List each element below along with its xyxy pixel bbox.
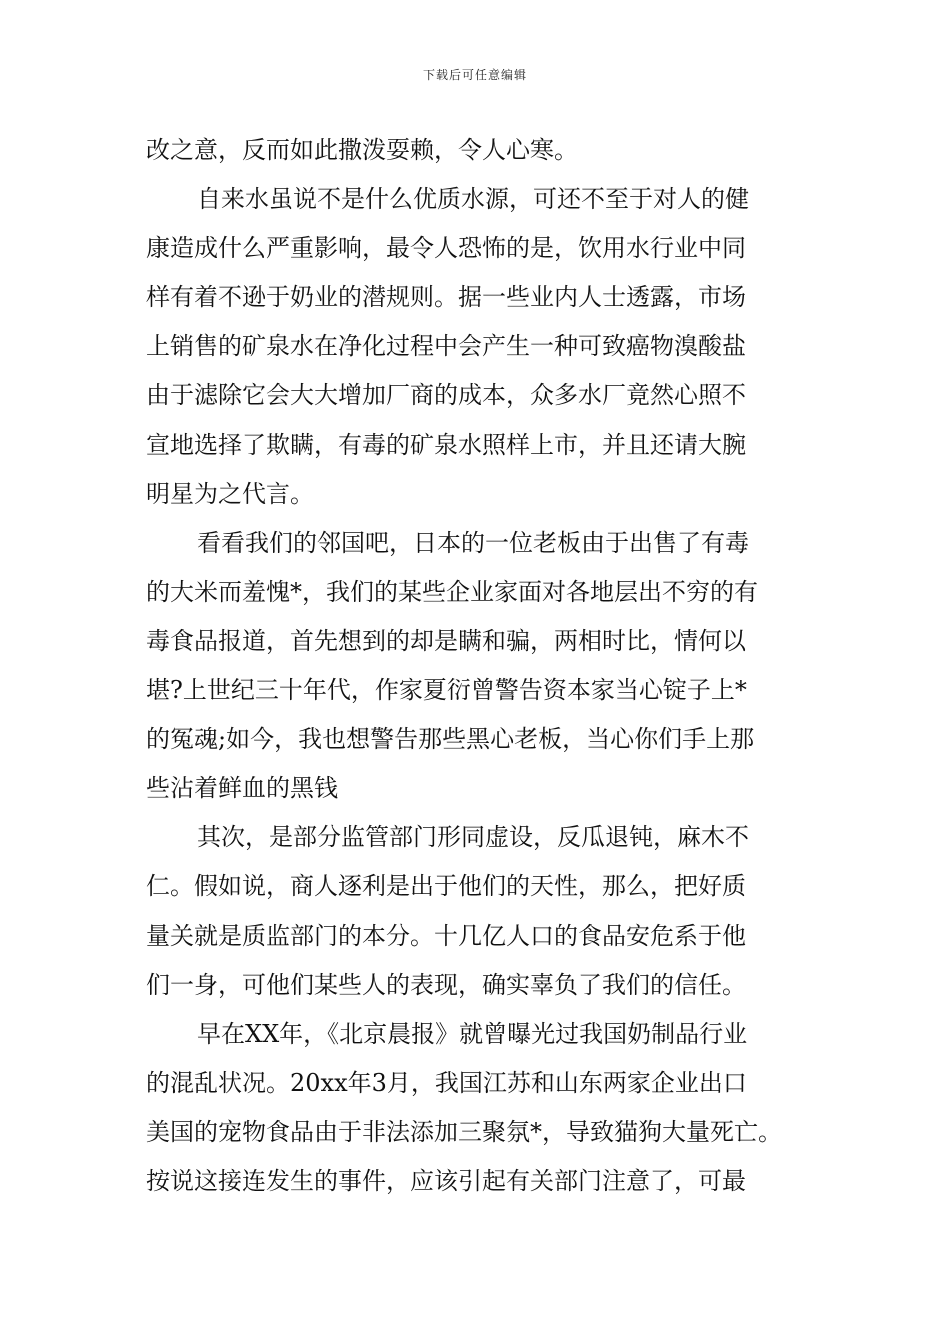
text-line: 的冤魂;如今，我也想警告那些黑心老板，当心你们手上那 [146, 725, 755, 754]
text-line: 改之意，反而如此撒泼耍赖，令人心寒。 [146, 136, 578, 164]
text-line: 毒食品报道，首先想到的却是瞒和骗，两相时比，情何以 [146, 626, 746, 655]
text-line: 自来水虽说不是什么优质水源，可还不至于对人的健 [197, 185, 749, 214]
text-line: 由于滤除它会大大增加厂商的成本，众多水厂竟然心照不 [146, 381, 746, 410]
text-line: 上销售的矿泉水在净化过程中会产生一种可致癌物溴酸盐 [146, 332, 746, 361]
text-line: 的混乱状况。20xx年3月，我国江苏和山东两家企业出口 [146, 1068, 747, 1097]
document-body [146, 126, 810, 1206]
page-header: 下载后可任意编辑 [422, 68, 527, 82]
text-line: 的大米而羞愧*，我们的某些企业家面对各地层出不穷的有 [146, 577, 758, 606]
text-line: 样有着不逊于奶业的潜规则。据一些业内人士透露，市场 [146, 283, 746, 312]
text-line: 其次，是部分监管部门形同虚设，反瓜退钝，麻木不 [197, 823, 749, 852]
text-line: 宣地选择了欺瞒，有毒的矿泉水照样上市，并且还请大腕 [146, 430, 746, 459]
text-line: 仁。假如说，商人逐利是出于他们的天性，那么，把好质 [146, 872, 746, 901]
text-line: 堪?上世纪三十年代，作家夏衍曾警告资本家当心锭子上* [146, 676, 747, 705]
text-line: 明星为之代言。 [146, 479, 314, 508]
text-line: 早在XX年，《北京晨报》就曾曝光过我国奶制品行业 [197, 1019, 748, 1048]
text-line: 按说这接连发生的事件，应该引起有关部门注意了，可最 [146, 1166, 746, 1195]
text-line: 们一身，可他们某些人的表现，确实辜负了我们的信任。 [146, 970, 746, 999]
text-line: 康造成什么严重影响，最令人恐怖的是，饮用水行业中同 [146, 234, 746, 263]
text-line: 量关就是质监部门的本分。十几亿人口的食品安危系于他 [146, 921, 746, 950]
text-line: 看看我们的邻国吧，日本的一位老板由于出售了有毒 [197, 528, 749, 557]
text-line: 美国的宠物食品由于非法添加三聚氛*，导致猫狗大量死亡。 [146, 1117, 782, 1146]
text-line: 些沾着鲜血的黑钱 [146, 774, 338, 803]
